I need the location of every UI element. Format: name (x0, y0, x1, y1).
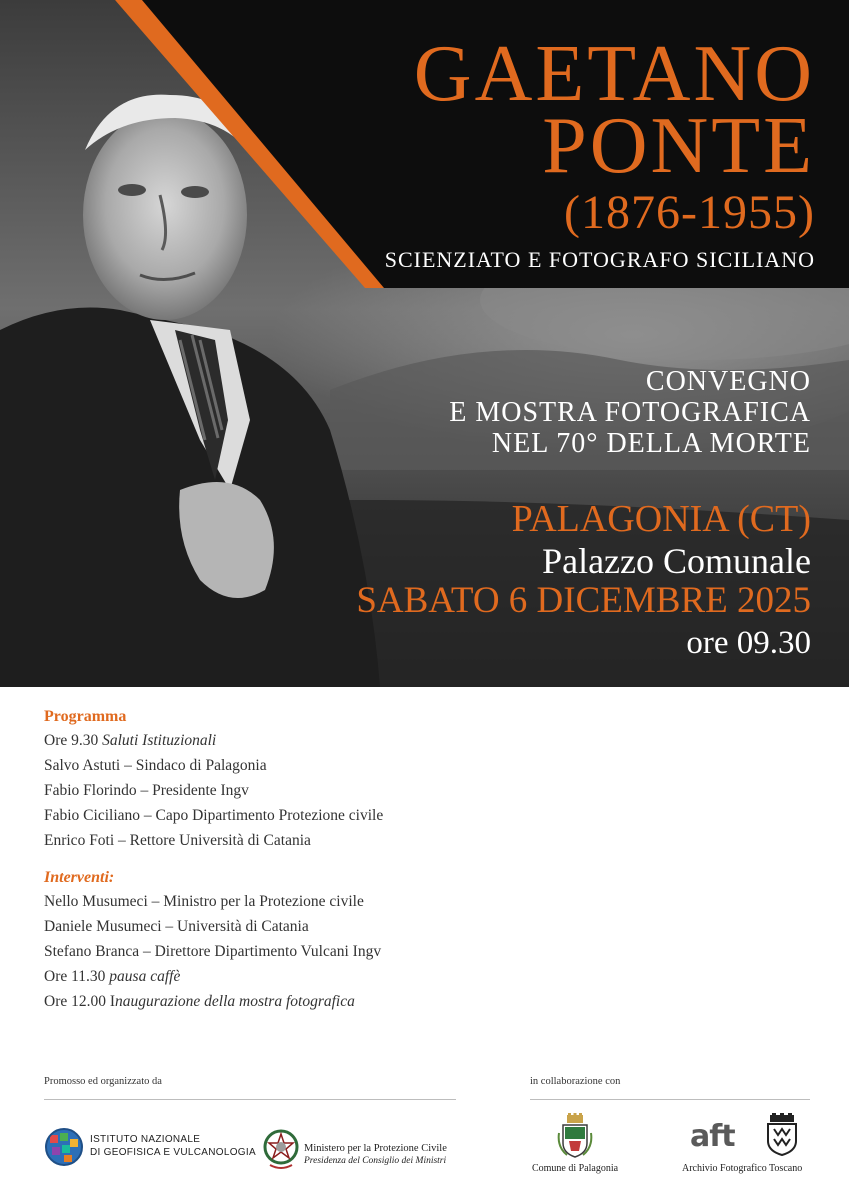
ingv-line-2: DI GEOFISICA E VULCANOLOGIA (90, 1147, 256, 1158)
greeting-item: Enrico Foti – Rettore Università di Catania (44, 832, 311, 849)
title-last-name: PONTE (542, 102, 815, 190)
italian-emblem-icon (262, 1127, 300, 1171)
title-block (384, 30, 815, 274)
aft-logo (680, 1113, 820, 1177)
welcome-label: Saluti Istituzionali (102, 732, 217, 749)
opening-time: Ore 12.00 I (44, 993, 116, 1010)
footer-divider-right (530, 1099, 810, 1100)
collab-label: in collaborazione con (530, 1076, 621, 1087)
welcome-line (44, 728, 804, 753)
ministry-text (304, 1143, 447, 1167)
talk-item: Daniele Musumeci – Università di Catania (44, 918, 309, 935)
event-time: ore 09.30 (686, 625, 811, 661)
program-heading: Programma (44, 708, 127, 725)
break-line (44, 964, 804, 989)
event-line-3: NEL 70° DELLA MORTE (491, 428, 811, 459)
ingv-logo (44, 1127, 256, 1171)
event-line-1: CONVEGNO (645, 366, 811, 397)
greeting-item: Salvo Astuti – Sindaco di Palagonia (44, 757, 267, 774)
ministry-logo (262, 1127, 492, 1175)
event-venue: Palazzo Comunale (542, 541, 811, 581)
title-first-name: GAETANO (413, 30, 815, 118)
welcome-time: Ore 9.30 (44, 732, 99, 749)
ingv-line-1: ISTITUTO NAZIONALE (90, 1134, 201, 1145)
title-years: (1876-1955) (564, 186, 815, 239)
opening-line (44, 989, 804, 1014)
talks-heading: Interventi: (44, 869, 115, 886)
palagonia-logo (520, 1113, 630, 1177)
ingv-globe-icon (44, 1127, 84, 1167)
title-subtitle: SCIENZIATO E FOTOGRAFO SICILIANO (384, 247, 815, 272)
ministry-line-2: Presidenza del Consiglio dei Ministri (304, 1156, 447, 1166)
event-date: SABATO 6 DICEMBRE 2025 (356, 580, 811, 621)
talk-item: Stefano Branca – Direttore Dipartimento Vulcani Ingv (44, 943, 382, 960)
event-city: PALAGONIA (CT) (511, 498, 811, 540)
opening-label: naugurazione della mostra fotografica (115, 993, 355, 1010)
event-description (449, 366, 811, 459)
greeting-item: Fabio Florindo – Presidente Ingv (44, 782, 249, 799)
palagonia-name: Comune di Palagonia (531, 1163, 619, 1174)
palagonia-crest-icon (555, 1113, 595, 1159)
footer-divider-left (44, 1099, 456, 1100)
break-label: pausa caffè (109, 968, 181, 985)
aft-name: Archivio Fotografico Toscano (682, 1163, 803, 1174)
program-section (44, 706, 804, 1014)
greeting-item: Fabio Ciciliano – Capo Dipartimento Protezione civile (44, 807, 384, 824)
talk-item: Nello Musumeci – Ministro per la Protezione civile (44, 893, 364, 910)
ministry-line-1: Ministero per la Protezione Civile (304, 1143, 447, 1154)
promoted-label: Promosso ed organizzato da (44, 1076, 162, 1087)
ingv-text (90, 1133, 256, 1159)
aft-crest-icon (762, 1113, 802, 1157)
venue-block (356, 498, 811, 664)
break-time: Ore 11.30 (44, 968, 106, 985)
aft-wordmark: aft (690, 1119, 735, 1154)
event-line-2: E MOSTRA FOTOGRAFICA (449, 397, 811, 428)
